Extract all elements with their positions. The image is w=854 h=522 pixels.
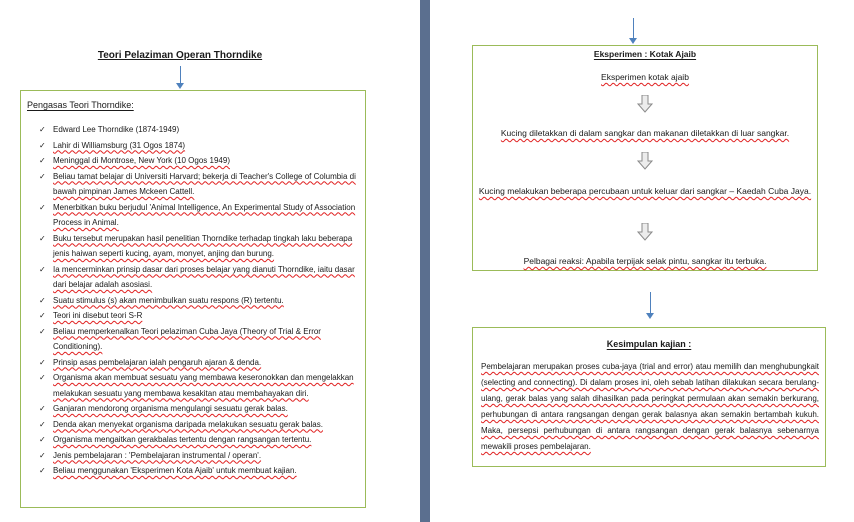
- experiment-title: Eksperimen : Kotak Ajaib: [593, 49, 697, 59]
- gray-down-arrow-icon: [637, 152, 653, 170]
- founder-list: [39, 122, 361, 479]
- list-item: ✓ Teori ini disebut teori S-R: [39, 308, 361, 324]
- list-item: ✓ Organisma mengaitkan gerakbalas tertentu dengan rangsangan tertentu.: [39, 432, 361, 448]
- list-item: ✓ Beliau memperkenalkan Teori pelaziman Cuba Jaya (Theory of Trial & Error Conditioning).: [39, 324, 361, 355]
- experiment-step: Kucing diletakkan di dalam sangkar dan makanan diletakkan di luar sangkar.: [500, 128, 790, 138]
- checkmark-icon: ✓: [39, 202, 46, 212]
- checkmark-icon: ✓: [39, 295, 46, 305]
- list-item: ✓ Suatu stimulus (s) akan menimbulkan suatu respons (R) tertentu.: [39, 293, 361, 309]
- gray-down-arrow-icon: [637, 223, 653, 241]
- list-item: ✓ Edward Lee Thorndike (1874-1949): [39, 122, 361, 138]
- list-item: ✓ Ia mencerminkan prinsip dasar dari proses belajar yang dianuti Thorndike, iaitu dasar dari belajar adalah asosiasi.: [39, 262, 361, 293]
- checkmark-icon: ✓: [39, 326, 46, 336]
- arrow-down-icon: [176, 66, 185, 89]
- list-item: ✓ Denda akan menyekat organisma daripada melakukan sesuatu gerak balas.: [39, 417, 361, 433]
- list-item: ✓ Organisma akan membuat sesuatu yang membawa keseronokkan dan mengelakkan melakukan sesuatu yang membawa kesakitan atau membahayakan diri.: [39, 370, 361, 401]
- arrow-down-icon: [629, 18, 638, 44]
- checkmark-icon: ✓: [39, 125, 46, 134]
- checkmark-icon: ✓: [39, 357, 46, 367]
- list-item: ✓ Buku tersebut merupakan hasil penelitian Thorndike terhadap tingkah laku beberapa jenis haiwan seperti kucing, ayam, monyet, anjing dan burung.: [39, 231, 361, 262]
- list-item: ✓ Meninggal di Montrose, New York (10 Ogos 1949): [39, 153, 361, 169]
- arrow-down-icon: [646, 292, 655, 319]
- list-item: ✓ Ganjaran mendorong organisma mengulangi sesuatu gerak balas.: [39, 401, 361, 417]
- list-item: ✓ Menerbitkan buku berjudul 'Animal Intelligence, An Experimental Study of Association Process in Animal.: [39, 200, 361, 231]
- list-item: ✓ Beliau menggunakan 'Eksperimen Kota Ajaib' untuk membuat kajian.: [39, 463, 361, 479]
- gray-down-arrow-icon: [637, 95, 653, 113]
- founder-box-heading: Pengasas Teori Thorndike:: [27, 100, 134, 110]
- checkmark-icon: ✓: [39, 450, 46, 460]
- checkmark-icon: ✓: [39, 435, 46, 444]
- checkmark-icon: ✓: [39, 373, 46, 382]
- checkmark-icon: ✓: [39, 171, 46, 181]
- conclusion-title: Kesimpulan kajian :: [606, 339, 692, 349]
- page-gutter: [420, 0, 430, 522]
- checkmark-icon: ✓: [39, 264, 46, 274]
- checkmark-icon: ✓: [39, 156, 46, 165]
- experiment-box: [472, 45, 818, 271]
- founder-box: [20, 90, 366, 508]
- conclusion-paragraph: Pembelajaran merupakan proses cuba-jaya (trial and error) atau memilih dan menghubungkait (selecting and connecting). Di dalam proses ini, oleh sebab latihan dilakukan secara berulang-ulang, gerak balas yang salah dihasilkan pada peringkat permulaan akan semakin berkurang, perhubungan di antara rangsangan dengan gerak balasnya akan semakin bertambah kukuh. Maka, persepsi perhubungan di antara rangsangan dengan gerak balasnya sebenarnya mewakili proses pembelajaran.: [481, 362, 819, 451]
- checkmark-icon: ✓: [39, 140, 46, 150]
- checkmark-icon: ✓: [39, 466, 46, 475]
- experiment-step: Kucing melakukan beberapa percubaan untuk keluar dari sangkar – Kaedah Cuba Jaya.: [478, 186, 812, 196]
- list-item: ✓ Lahir di Williamsburg (31 Ogos 1874): [39, 138, 361, 154]
- experiment-step: Eksperimen kotak ajaib: [601, 72, 689, 82]
- conclusion-box: [472, 327, 826, 467]
- list-item: ✓ Jenis pembelajaran : 'Pembelajaran instrumental / operan'.: [39, 448, 361, 464]
- checkmark-icon: ✓: [39, 419, 46, 429]
- checkmark-icon: ✓: [39, 233, 46, 243]
- list-item: ✓ Beliau tamat belajar di Universiti Harvard; bekerja di Teacher's College of Columbia di bawah pimpinan James Mckeen Cattell.: [39, 169, 361, 200]
- checkmark-icon: ✓: [39, 311, 46, 320]
- checkmark-icon: ✓: [39, 404, 46, 413]
- list-item: ✓ Prinsip asas pembelajaran ialah pengaruh ajaran & denda.: [39, 355, 361, 371]
- experiment-step: Pelbagai reaksi: Apabila terpijak selak pintu, sangkar itu terbuka.: [523, 256, 767, 266]
- left-page-title: Teori Pelaziman Operan Thorndike: [97, 50, 263, 61]
